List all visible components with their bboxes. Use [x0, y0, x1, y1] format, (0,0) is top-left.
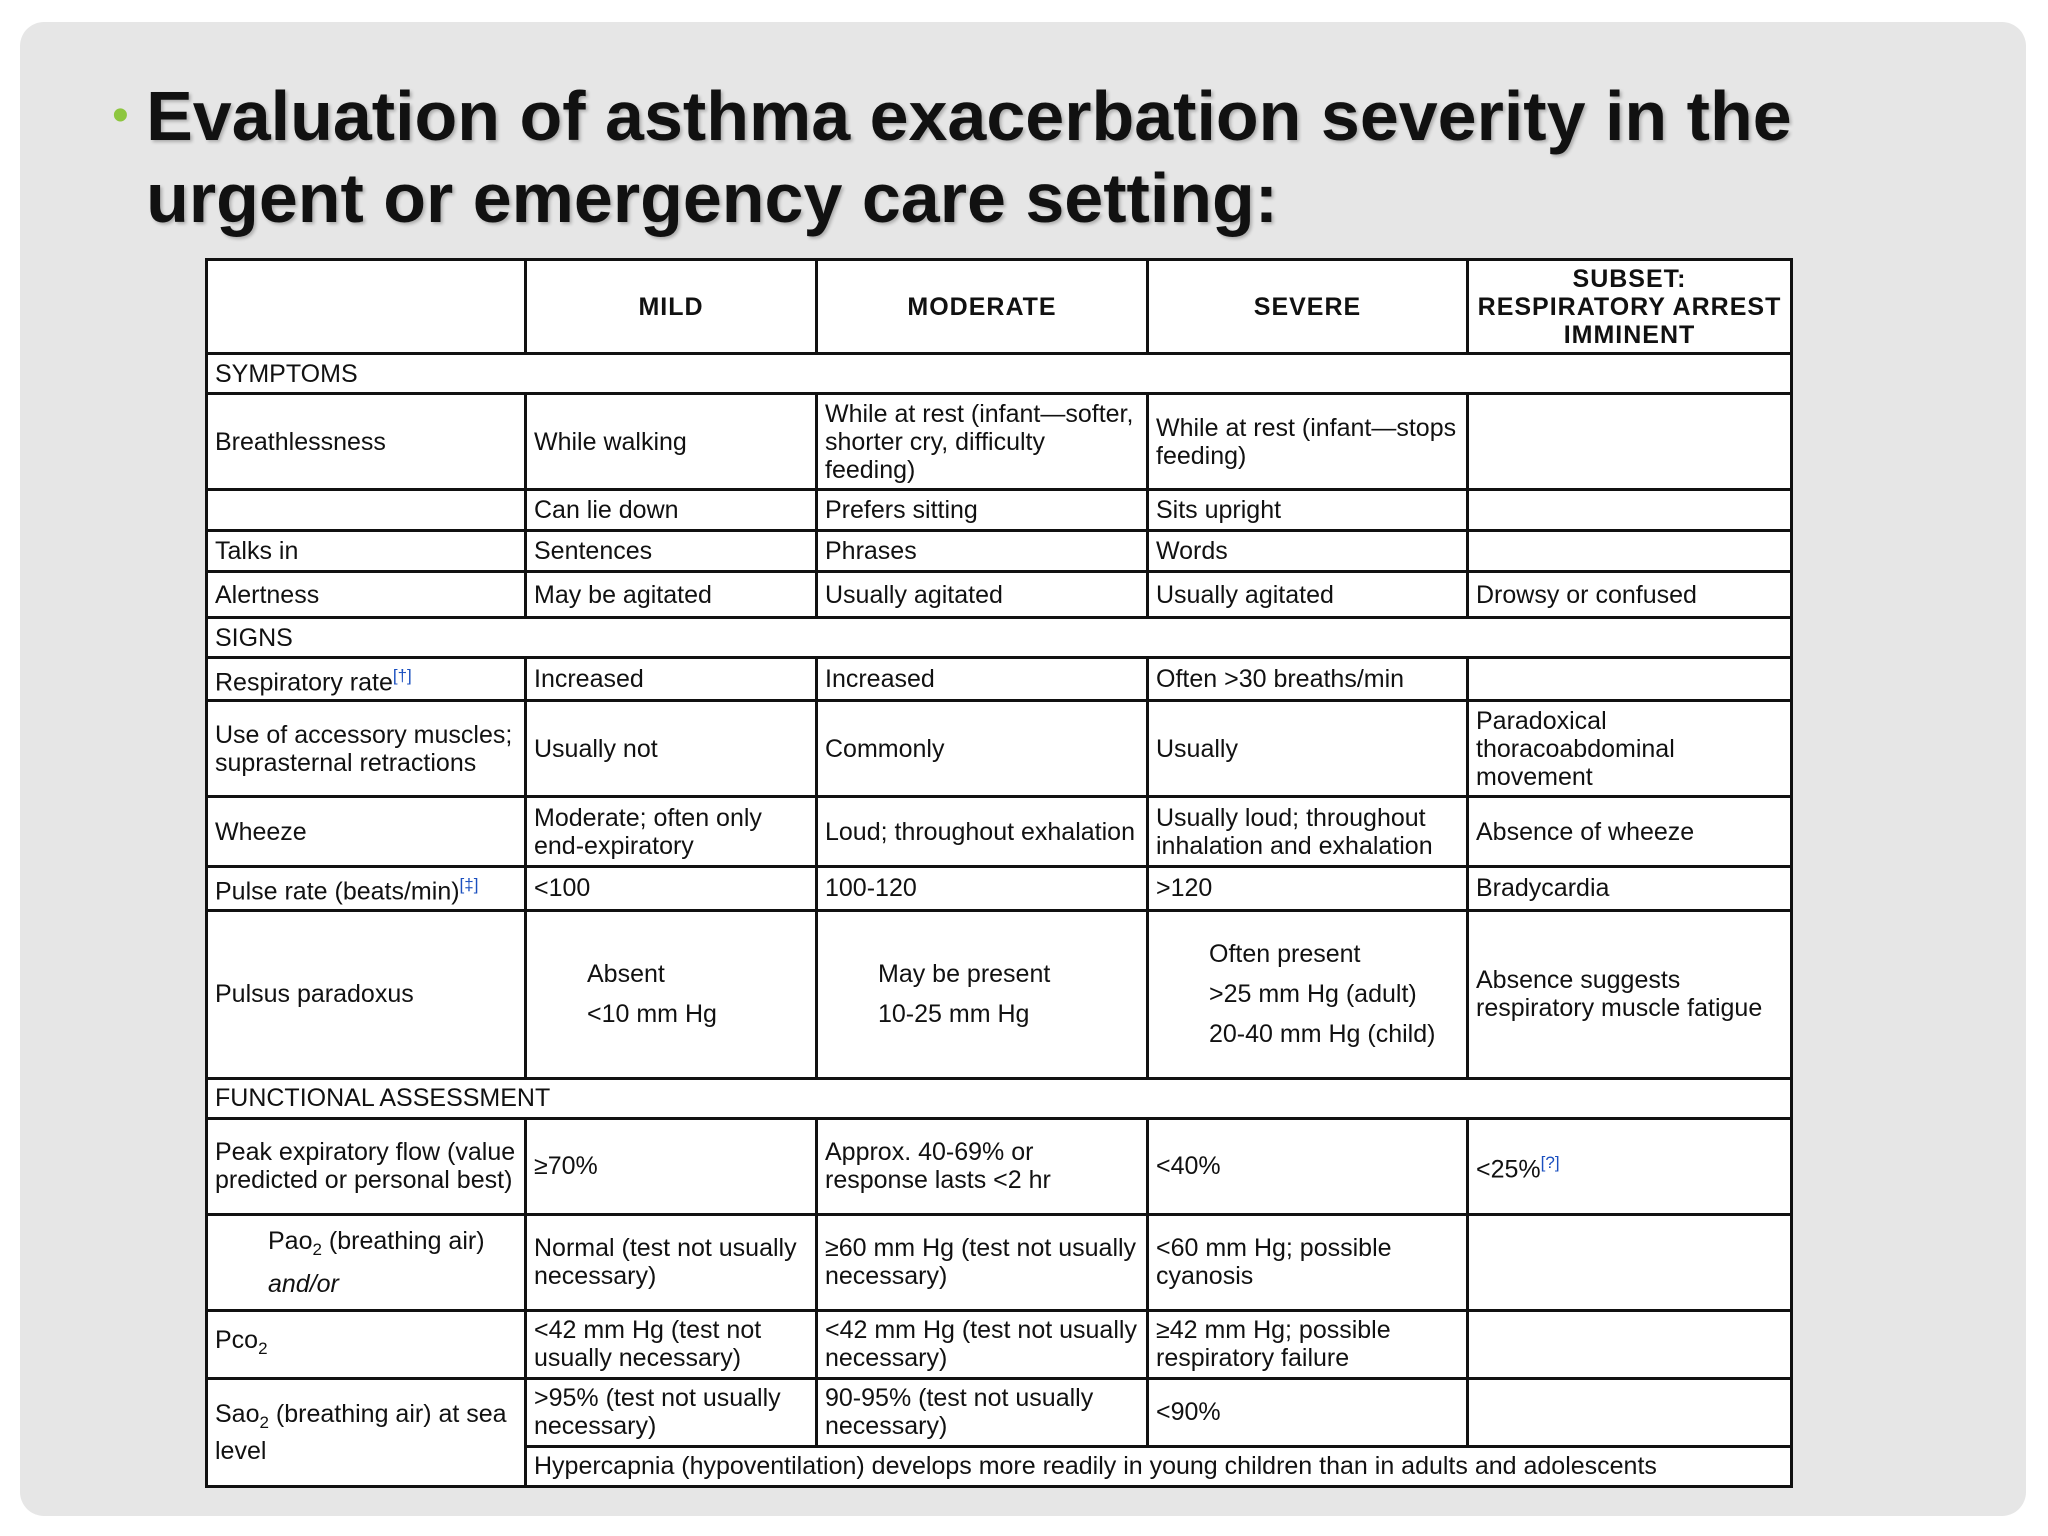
- header-row: [207, 260, 1792, 354]
- cell-mild: While walking: [526, 394, 817, 490]
- cell-arrest: Absence suggests respiratory muscle fatigue: [1468, 910, 1792, 1078]
- cell-line: Absent: [587, 960, 665, 989]
- cell-line: Often present: [1209, 940, 1361, 969]
- cell-arrest: Paradoxical thoracoabdominal movement: [1468, 701, 1792, 797]
- row-label: Use of accessory muscles; suprasternal retractions: [207, 701, 526, 797]
- cell-arrest: [1468, 394, 1792, 490]
- hypercapnia-note: Hypercapnia (hypoventilation) develops more readily in young children than in adults and adolescents: [526, 1446, 1792, 1486]
- header-arrest-imminent: SUBSET: RESPIRATORY ARREST IMMINENT: [1468, 260, 1792, 354]
- row-label: [207, 490, 526, 531]
- cell-mild: >95% (test not usually necessary): [526, 1378, 817, 1446]
- cell-moderate: Usually agitated: [817, 572, 1148, 618]
- row-label: Talks in: [207, 531, 526, 572]
- row-label-text: Sao: [215, 1399, 260, 1428]
- cell-moderate: Phrases: [817, 531, 1148, 572]
- cell-text: <25%: [1476, 1155, 1541, 1184]
- subscript: 2: [258, 1338, 268, 1358]
- footnote-ref-link[interactable]: [‡]: [459, 875, 479, 895]
- cell-arrest: [1468, 1310, 1792, 1378]
- row-label: Wheeze: [207, 797, 526, 867]
- cell-line: 10-25 mm Hg: [878, 1000, 1030, 1029]
- cell-severe: >120: [1148, 867, 1468, 910]
- cell-moderate: Commonly: [817, 701, 1148, 797]
- row-label: [207, 658, 526, 701]
- cell-severe: <90%: [1148, 1378, 1468, 1446]
- cell-severe: Usually loud; throughout inhalation and exhalation: [1148, 797, 1468, 867]
- cell-severe: Often >30 breaths/min: [1148, 658, 1468, 701]
- footnote-ref-link[interactable]: [†]: [392, 666, 412, 685]
- cell-mild: Moderate; often only end-expiratory: [526, 797, 817, 867]
- slide-title: Evaluation of asthma exacerbation severity in the urgent or emergency care setting:: [146, 77, 1792, 237]
- cell-severe: While at rest (infant—stops feeding): [1148, 394, 1468, 490]
- table-row: [207, 531, 1792, 572]
- section-signs: SIGNS: [207, 618, 1792, 658]
- cell-arrest: [1468, 1214, 1792, 1310]
- subscript: 2: [312, 1239, 322, 1259]
- cell-line: <10 mm Hg: [587, 1000, 717, 1029]
- cell-moderate: Approx. 40-69% or response lasts <2 hr: [817, 1118, 1148, 1214]
- table-row: [207, 572, 1792, 618]
- cell-arrest: [1468, 490, 1792, 531]
- cell-moderate: Loud; throughout exhalation: [817, 797, 1148, 867]
- cell-arrest: [1468, 658, 1792, 701]
- cell-moderate: 90-95% (test not usually necessary): [817, 1378, 1148, 1446]
- cell-mild: <42 mm Hg (test not usually necessary): [526, 1310, 817, 1378]
- cell-arrest: [1468, 531, 1792, 572]
- cell-mild: ≥70%: [526, 1118, 817, 1214]
- cell-moderate: 100-120: [817, 867, 1148, 910]
- table-row: [207, 701, 1792, 797]
- table-row: [207, 1378, 1792, 1446]
- row-label-text: Pao: [268, 1226, 313, 1255]
- section-functional-assessment: FUNCTIONAL ASSESSMENT: [207, 1078, 1792, 1118]
- cell-arrest: Drowsy or confused: [1468, 572, 1792, 618]
- row-label-text: Respiratory rate: [215, 668, 393, 697]
- cell-mild: Sentences: [526, 531, 817, 572]
- cell-moderate: Prefers sitting: [817, 490, 1148, 531]
- cell-severe: Words: [1148, 531, 1468, 572]
- slide-title-block: [112, 75, 1912, 239]
- row-label: Breathlessness: [207, 394, 526, 490]
- cell-arrest: Bradycardia: [1468, 867, 1792, 910]
- footnote-ref-link[interactable]: [?]: [1540, 1152, 1560, 1172]
- cell-line: 20-40 mm Hg (child): [1209, 1020, 1436, 1049]
- cell-line: May be present: [878, 960, 1051, 989]
- table-row: [207, 910, 1792, 1078]
- cell-severe: [1148, 910, 1468, 1078]
- cell-arrest: [1468, 1378, 1792, 1446]
- cell-arrest: [1468, 1118, 1792, 1214]
- row-label: Peak expiratory flow (value predicted or personal best): [207, 1118, 526, 1214]
- cell-severe: Sits upright: [1148, 490, 1468, 531]
- cell-moderate: <42 mm Hg (test not usually necessary): [817, 1310, 1148, 1378]
- table-row: [207, 490, 1792, 531]
- header-moderate: MODERATE: [817, 260, 1148, 354]
- cell-moderate: While at rest (infant—softer, shorter cry, difficulty feeding): [817, 394, 1148, 490]
- cell-arrest: Absence of wheeze: [1468, 797, 1792, 867]
- row-label: Alertness: [207, 572, 526, 618]
- cell-mild: [526, 910, 817, 1078]
- cell-mild: <100: [526, 867, 817, 910]
- cell-mild: May be agitated: [526, 572, 817, 618]
- cell-severe: ≥42 mm Hg; possible respiratory failure: [1148, 1310, 1468, 1378]
- cell-mild: Normal (test not usually necessary): [526, 1214, 817, 1310]
- cell-mild: Can lie down: [526, 490, 817, 531]
- header-mild: MILD: [526, 260, 817, 354]
- cell-mild: Increased: [526, 658, 817, 701]
- row-label: [207, 1214, 526, 1310]
- row-label: [207, 1378, 526, 1486]
- section-row: [207, 1078, 1792, 1118]
- severity-table: [205, 258, 1793, 1488]
- table-row: [207, 658, 1792, 701]
- row-label-text: (breathing air): [321, 1226, 485, 1255]
- table-row: [207, 867, 1792, 910]
- header-empty: [207, 260, 526, 354]
- cell-severe: <60 mm Hg; possible cyanosis: [1148, 1214, 1468, 1310]
- cell-moderate: ≥60 mm Hg (test not usually necessary): [817, 1214, 1148, 1310]
- cell-severe: Usually agitated: [1148, 572, 1468, 618]
- section-row: [207, 354, 1792, 394]
- subscript: 2: [259, 1412, 269, 1432]
- table-row: [207, 797, 1792, 867]
- cell-moderate: Increased: [817, 658, 1148, 701]
- cell-mild: Usually not: [526, 701, 817, 797]
- bullet-point-icon: •: [112, 89, 129, 142]
- row-label: Pulsus paradoxus: [207, 910, 526, 1078]
- section-symptoms: SYMPTOMS: [207, 354, 1792, 394]
- table-row: [207, 1310, 1792, 1378]
- section-row: [207, 618, 1792, 658]
- table-row: [207, 1118, 1792, 1214]
- cell-severe: <40%: [1148, 1118, 1468, 1214]
- row-label-text: Pulse rate (beats/min): [215, 877, 460, 906]
- row-label-text: (breathing air) at sea level: [215, 1399, 507, 1465]
- row-label: [207, 1310, 526, 1378]
- header-severe: SEVERE: [1148, 260, 1468, 354]
- row-label-connector: and/or: [268, 1269, 339, 1298]
- row-label-text: Pco: [215, 1325, 259, 1354]
- row-label: [207, 867, 526, 910]
- table-row: [207, 1214, 1792, 1310]
- cell-moderate: [817, 910, 1148, 1078]
- cell-severe: Usually: [1148, 701, 1468, 797]
- table-row: [207, 394, 1792, 490]
- cell-line: >25 mm Hg (adult): [1209, 980, 1417, 1009]
